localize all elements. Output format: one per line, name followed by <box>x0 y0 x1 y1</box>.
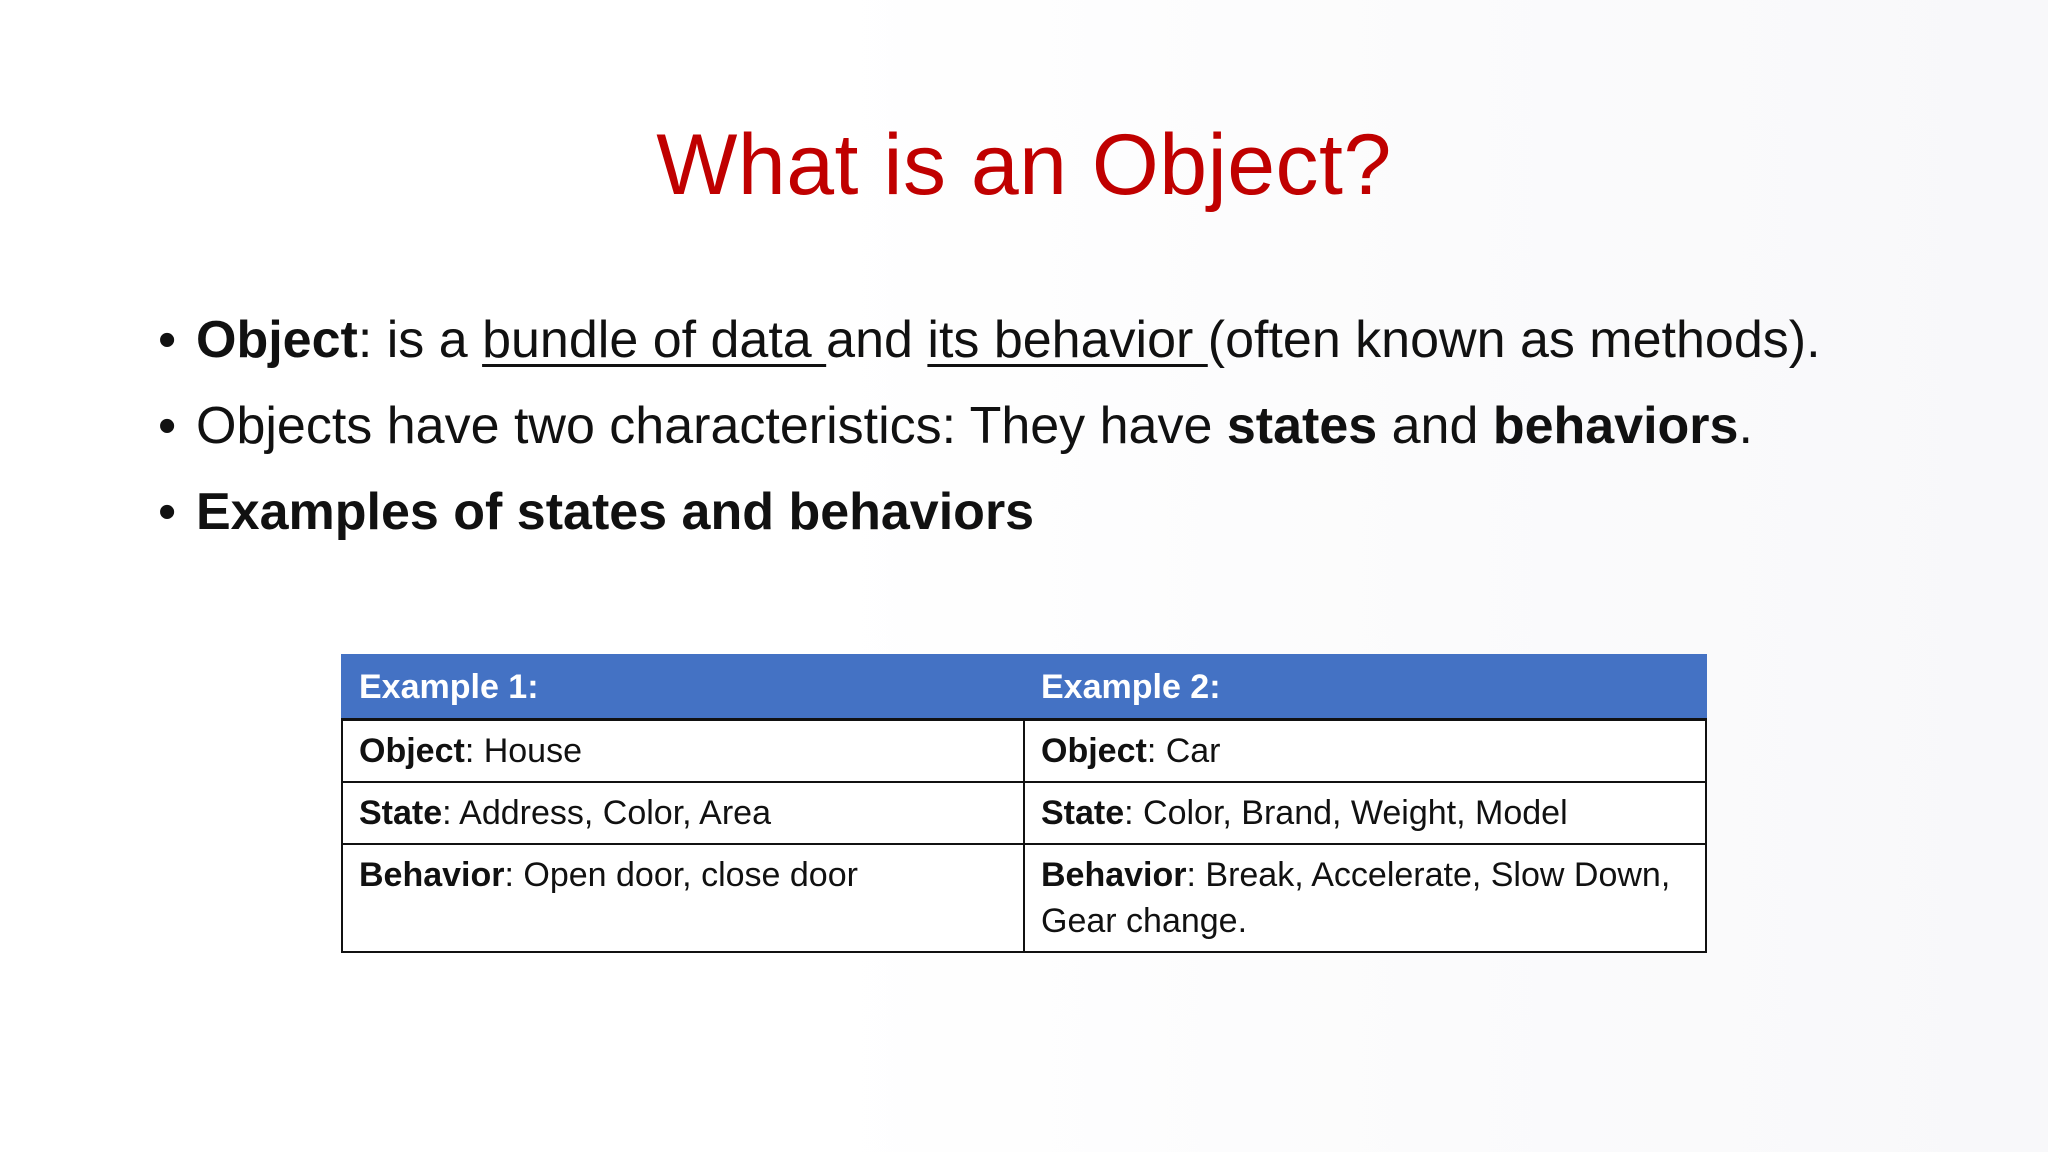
bullet-bold-term: states <box>1226 397 1378 455</box>
underlined-phrase: bundle of data <box>482 311 827 369</box>
table-row <box>342 844 1706 952</box>
table-cell <box>342 782 1024 844</box>
bullet-examples-heading <box>150 480 1910 544</box>
bullet-bold-term: behaviors <box>1492 397 1739 455</box>
table-header-row <box>342 655 1706 720</box>
cell-value: : Car <box>1146 732 1221 770</box>
examples-table <box>341 654 1707 953</box>
bullet-dot-icon: • <box>158 483 177 541</box>
table-header-cell: Example 1: <box>342 655 1024 720</box>
cell-label: State <box>1041 794 1125 832</box>
bullet-text: Objects have two characteristics: They have <box>196 397 1227 455</box>
cell-label: State <box>359 794 443 832</box>
cell-value: : Open door, close door <box>504 856 858 894</box>
table-cell <box>1024 720 1706 783</box>
bullet-dot-icon: • <box>158 397 177 455</box>
bullet-list <box>150 308 1910 566</box>
table-row <box>342 782 1706 844</box>
cell-value: : House <box>464 732 582 770</box>
bullet-object-definition <box>150 308 1910 372</box>
bullet-text: . <box>1738 397 1753 455</box>
cell-value: : Address, Color, Area <box>442 794 771 832</box>
bullet-text: and <box>826 311 928 369</box>
underlined-phrase: its behavior <box>927 311 1208 369</box>
cell-label: Behavior <box>1041 856 1187 894</box>
cell-value: : Color, Brand, Weight, Model <box>1124 794 1568 832</box>
bullet-text: : is a <box>357 311 483 369</box>
cell-value: : Break, Accelerate, Slow Down, Gear change. <box>1041 856 1671 940</box>
slide-title: What is an Object? <box>656 117 1392 213</box>
cell-label: Behavior <box>359 856 505 894</box>
cell-label: Object <box>1041 732 1147 770</box>
bullet-text: and <box>1377 397 1493 455</box>
bullet-characteristics <box>150 394 1910 458</box>
bullet-bold-term: Examples of states and behaviors <box>196 483 1035 541</box>
table-row <box>342 720 1706 783</box>
bullet-text: (often known as methods). <box>1207 311 1821 369</box>
table-cell <box>1024 782 1706 844</box>
table-cell <box>342 844 1024 952</box>
table-header-cell: Example 2: <box>1024 655 1706 720</box>
bullet-bold-term: Object <box>196 311 358 369</box>
bullet-dot-icon: • <box>158 311 177 369</box>
cell-label: Object <box>359 732 465 770</box>
table-cell <box>1024 844 1706 952</box>
table-cell <box>342 720 1024 783</box>
